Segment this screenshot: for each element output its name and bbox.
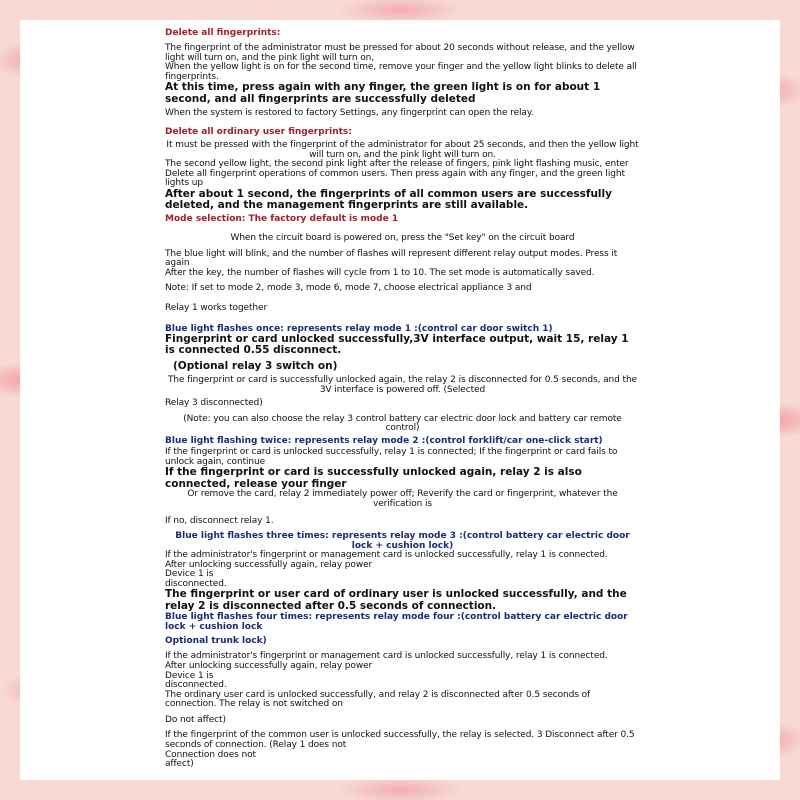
text-line: (Note: you can also choose the relay 3 control battery car electric door lock and battery car remote control) [183,413,622,434]
text-line: disconnected. [165,680,227,691]
section-heading: Blue light flashes three times: represents relay mode 3 :(control battery car electric door lock + cushion lock) [175,530,630,551]
text-line: After about 1 second, the fingerprints of all common users are successfully deleted, and the management fingerprints are still available. [165,187,612,212]
text-line: After the key, the number of flashes will cycle from 1 to 10. The set mode is automatically saved. [165,267,595,278]
text-line: Connection does not [165,749,256,760]
section-heading: Delete all fingerprints: [165,28,281,38]
text-line: Do not affect) [165,714,226,725]
text-line: Device 1 is [165,569,214,580]
text-line: When the yellow light is on for the second time, remove your finger and the yellow light blinks to delete all fingerprints. [165,62,637,82]
document-page [20,20,780,780]
text-line: (Optional relay 3 switch on) [173,359,338,372]
text-line: If the fingerprint or card is unlocked successfully, relay 1 is connected; If the fingerprint or card fails to unlock again, continue [165,446,618,467]
text-line: disconnected. [165,578,227,589]
section-heading: Blue light flashes four times: represents relay mode four :(control battery car electric door lock + cushion lock [165,612,628,633]
text-line: If the fingerprint of the common user is unlocked successfully, the relay is selected. 3 Disconnect after 0.5 seconds of connection. (Relay 1 does not [165,730,635,751]
text-line: The second yellow light, the second pink light after the release of fingers, pink light flashing music, enter [165,159,629,170]
text-line: The fingerprint of the administrator must be pressed for about 20 seconds without release, and the yellow light will turn on, and the pink light will turn on, [165,43,635,63]
text-line: The blue light will blink, and the number of flashes will represent different relay output modes. Press it again [165,248,618,269]
text-line: Device 1 is [165,670,214,681]
text-line: Fingerprint or card unlocked successfully,3V interface output, wait 15, relay 1 is connected 0.55 disconnect. [165,332,629,356]
text-line: Delete all fingerprint operations of common users. Then press again with any finger, and the green light lights up [165,168,625,189]
text-line: affect) [165,759,194,770]
text-line: When the circuit board is powered on, press the "Set key" on the circuit board [230,232,575,243]
text-line: After unlocking successfully again, relay power [165,660,373,671]
text-line: If the administrator's fingerprint or management card is unlocked successfully, relay 1 is connected. [165,651,608,662]
section-heading: Blue light flashing twice: represents relay mode 2 :(control forklift/car one-click start) [165,435,603,446]
text-line: It must be pressed with the fingerprint of the administrator for about 25 seconds, and then the yellow light will turn on, and the pink light will turn on. [166,139,639,160]
text-line: Note: If set to mode 2, mode 3, mode 6, mode 7, choose electrical appliance 3 and [165,283,532,294]
text-line: The fingerprint or user card of ordinary user is unlocked successfully, and the relay 2 is disconnected after 0.5 seconds of connection. [165,588,627,612]
text-line: After unlocking successfully again, relay power [165,559,373,570]
text-line: Relay 1 works together [165,302,268,313]
section-heading: Delete all ordinary user fingerprints: [165,126,352,137]
text-line: Or remove the card, relay 2 immediately power off; Reverify the card or fingerprint, whatever the verification is [187,489,618,509]
text-line: When the system is restored to factory Settings, any fingerprint can open the relay. [165,108,534,119]
instructions-text [165,26,640,770]
text-line: If the administrator's fingerprint or management card is unlocked successfully, relay 1 is connected. [165,549,608,560]
text-line: If the fingerprint or card is successfully unlocked again, relay 2 is also connected, release your finger [165,466,582,490]
section-heading: Blue light flashes once: represents relay mode 1 :(control car door switch 1) [165,323,553,334]
section-heading: Mode selection: The factory default is mode 1 [165,213,399,224]
section-heading: Optional trunk lock) [165,636,267,647]
text-line: The ordinary user card is unlocked successfully, and relay 2 is disconnected after 0.5 seconds of connection. The relay is not switched on [165,689,591,710]
text-line: At this time, press again with any finger, the green light is on for about 1 second, and all fingerprints are successfully deleted [165,81,601,105]
text-line: If no, disconnect relay 1. [165,516,274,527]
text-line: Relay 3 disconnected) [165,398,263,409]
text-line: The fingerprint or card is successfully unlocked again, the relay 2 is disconnected for 0.5 seconds, and the 3V interface is powered off. (Selected [167,375,637,395]
